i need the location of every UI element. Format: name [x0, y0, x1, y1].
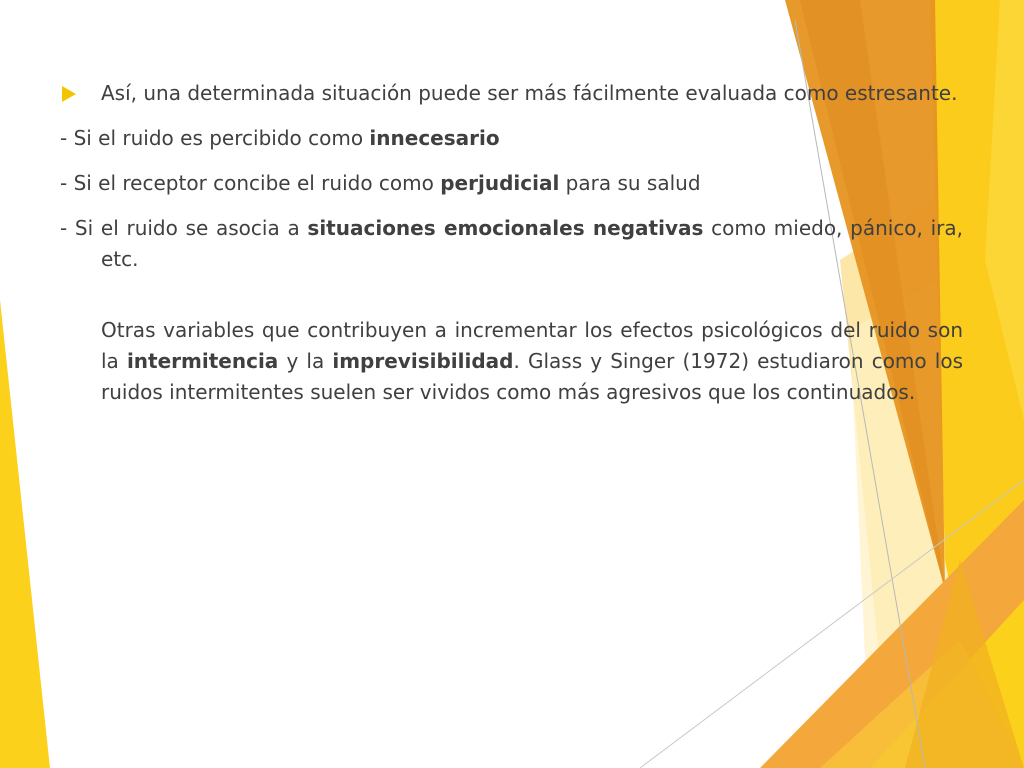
dash2-text: - Si el receptor concibe el ruido como	[60, 171, 441, 195]
dash-item-unnecessary	[60, 123, 963, 154]
dash1-text: - Si el ruido es percibido como	[60, 126, 370, 150]
body-text-1: Otras variables que contribuyen a incrementar los efectos psicológicos del ruido son la	[101, 318, 963, 373]
body-text-3: . Glass y Singer (1972) estudiaron como los ruidos intermitentes suelen ser vividos como más agresivos que los continuados.	[101, 349, 963, 404]
left-yellow-stripe	[0, 300, 50, 768]
body-paragraph	[60, 315, 963, 408]
slide-content	[60, 78, 963, 422]
bullet-text: Así, una determinada situación puede ser más fácilmente evaluada como estresante.	[101, 81, 958, 105]
dash3-bold: situaciones emocionales negativas	[307, 216, 704, 240]
body-bold-intermittence: intermitencia	[126, 349, 279, 373]
dash3-text-after: como miedo, pánico, ira, etc.	[101, 216, 964, 271]
dash1-bold: innecesario	[369, 126, 500, 150]
dash2-bold: perjudicial	[440, 171, 560, 195]
dash2-text-after: para su salud	[559, 171, 701, 195]
dash3-text: - Si el ruido se asocia a	[60, 216, 308, 240]
body-bold-unpredictability: imprevisibilidad	[332, 349, 514, 373]
body-text-2: y la	[278, 349, 333, 373]
dash-item-harmful	[60, 168, 963, 199]
bullet-arrow-icon	[62, 86, 76, 102]
bullet-paragraph	[60, 78, 963, 109]
dash-item-negative-emotions	[60, 213, 963, 275]
